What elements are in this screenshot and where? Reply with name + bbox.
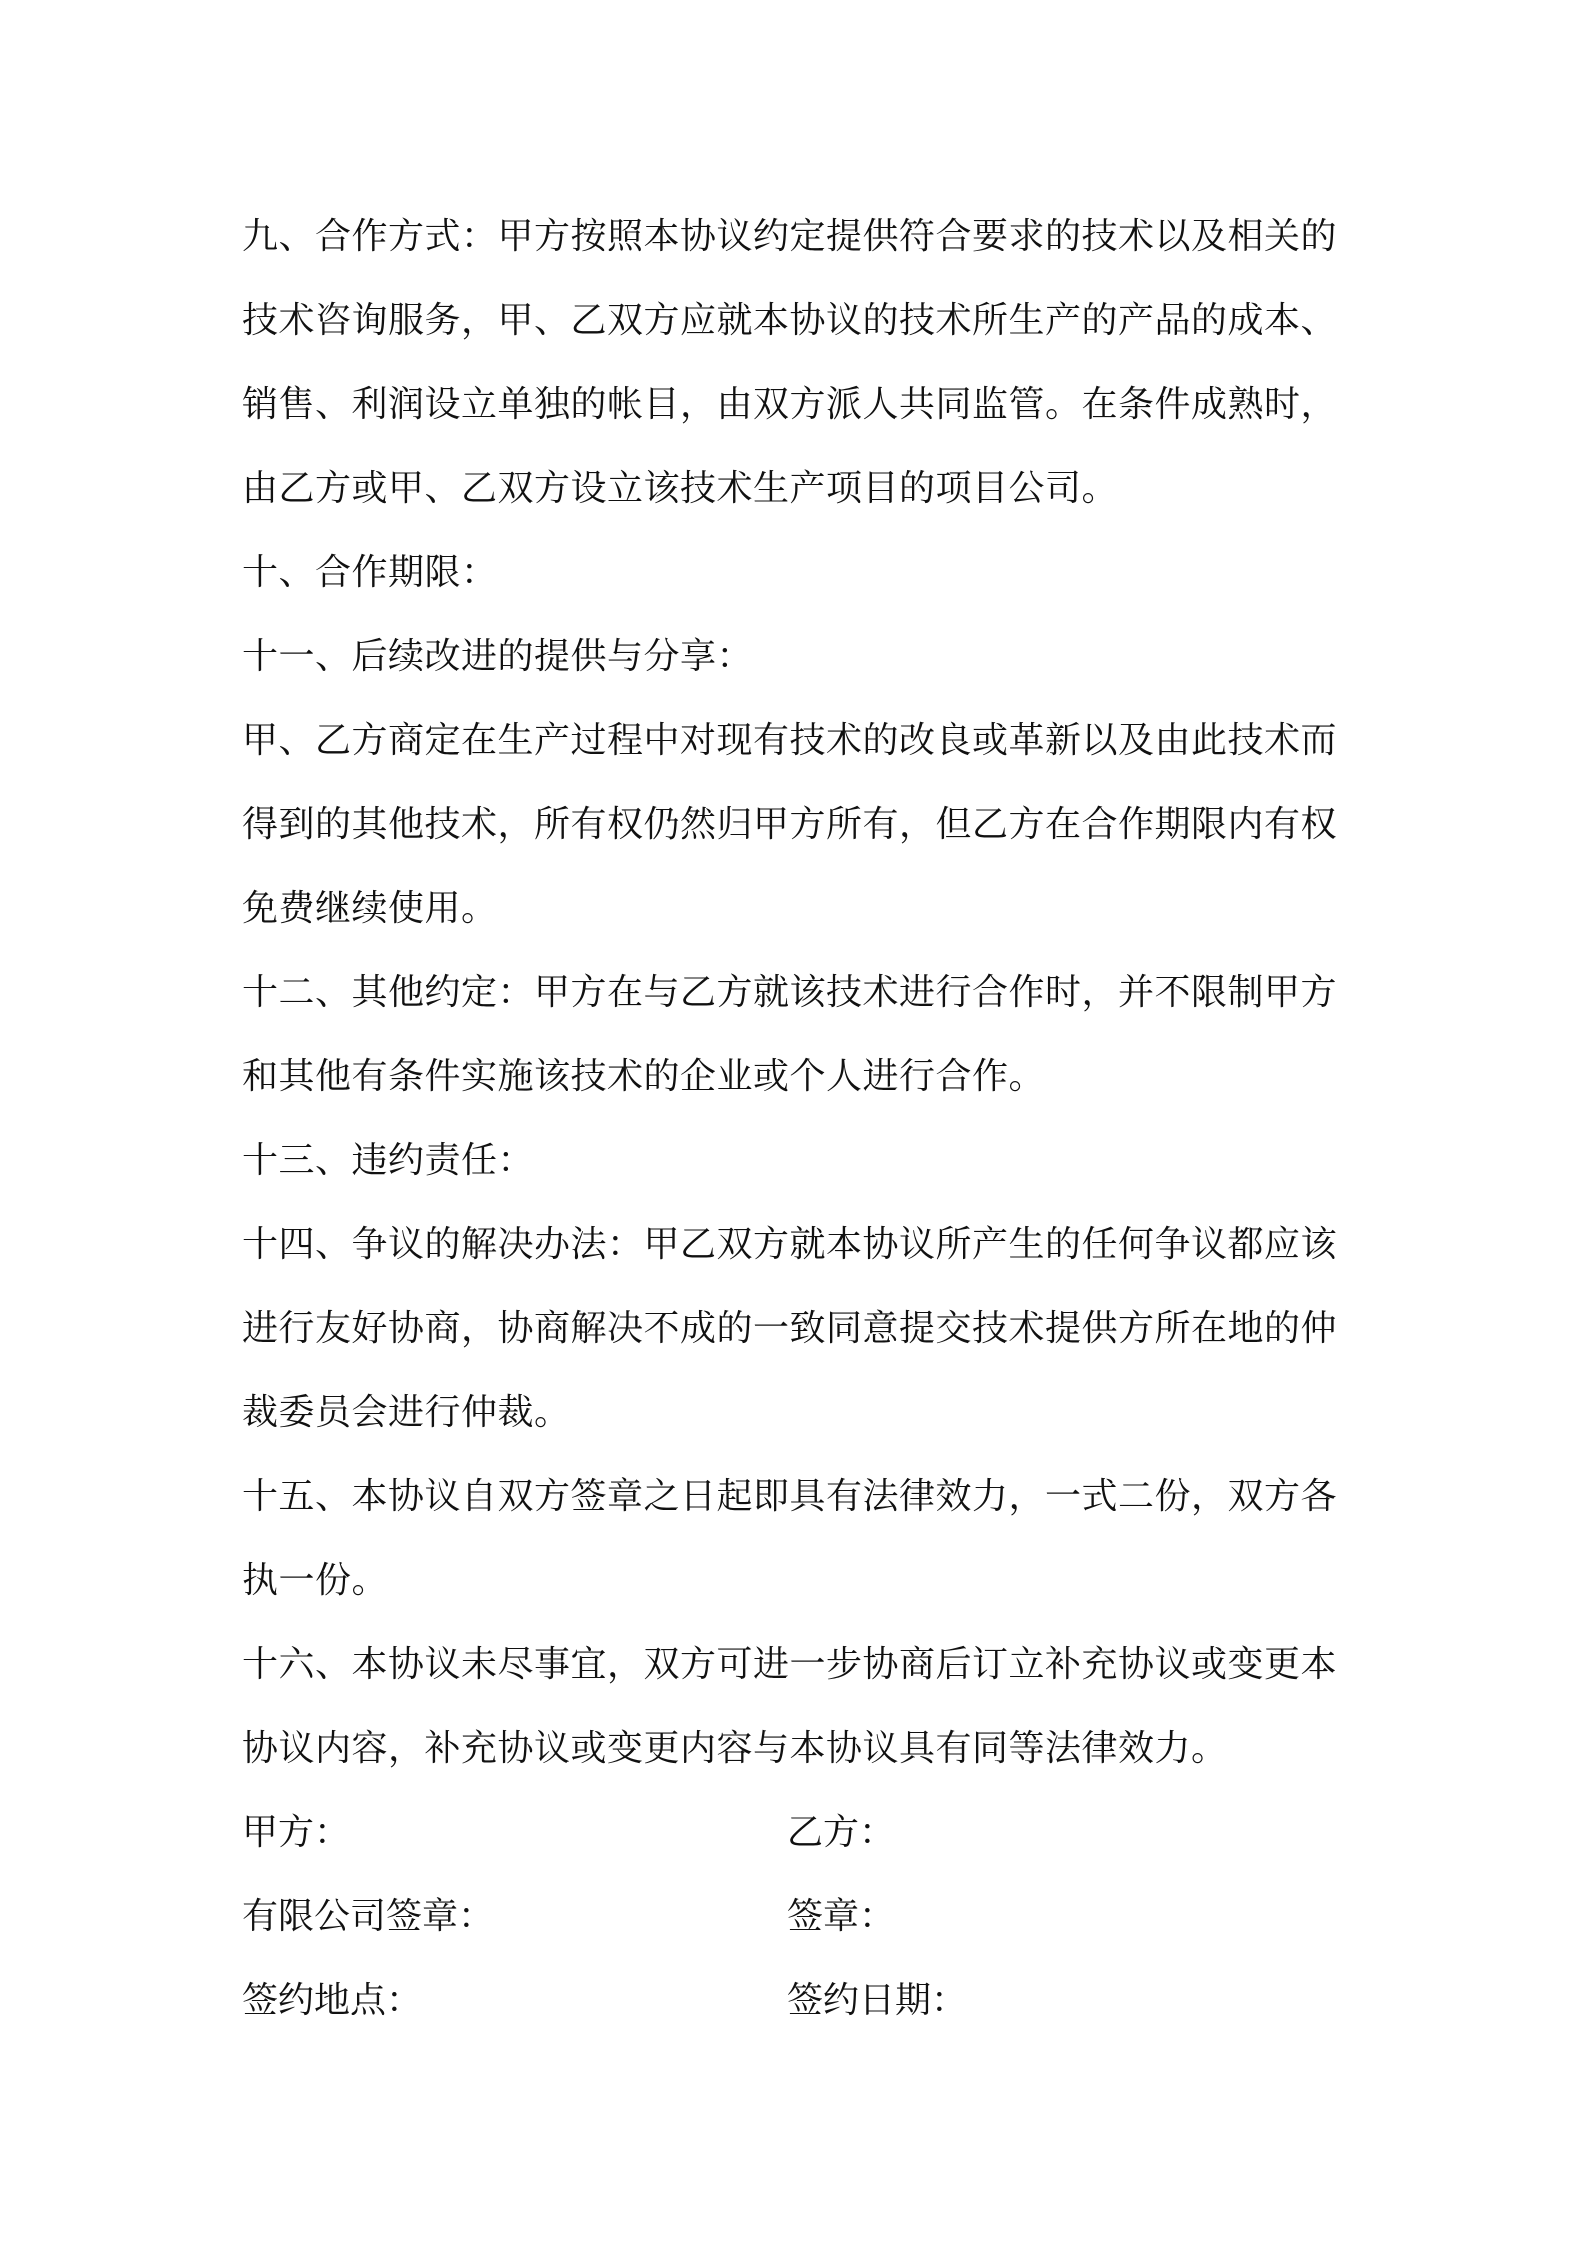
clause-13-line-1: 十三、违约责任： [242,1140,535,1181]
clause-9-line-2: 技术咨询服务，甲、乙双方应就本协议的技术所生产的产品的成本、 [242,300,1338,341]
clause-11-line-2: 甲、乙方商定在生产过程中对现有技术的改良或革新以及由此技术而 [242,720,1338,761]
signing-date-label: 签约日期： [787,1980,968,2021]
clause-9 [242,195,1352,531]
clause-13 [242,1119,1352,1203]
company-seal-label: 有限公司签章： [242,1896,495,1937]
clause-9-line-1: 九、合作方式：甲方按照本协议约定提供符合要求的技术以及相关的 [242,216,1338,257]
clause-9-line-3: 销售、利润设立单独的帐目，由双方派人共同监管。在条件成熟时， [242,384,1338,425]
clause-11-line-4: 免费继续使用。 [242,888,498,929]
clause-14 [242,1203,1352,1455]
party-a-label: 甲方： [242,1812,351,1853]
clause-15 [242,1455,1352,1623]
clause-11 [242,615,1352,951]
clause-11-line-3: 得到的其他技术，所有权仍然归甲方所有，但乙方在合作期限内有权 [242,804,1338,845]
clause-12-line-2: 和其他有条件实施该技术的企业或个人进行合作。 [242,1056,1046,1097]
seal-label: 签章： [787,1896,896,1937]
signature-row-seals [242,1875,1352,1959]
clause-15-line-2: 执一份。 [242,1560,389,1601]
clause-14-line-3: 裁委员会进行仲裁。 [242,1392,571,1433]
signing-place-label: 签约地点： [242,1980,423,2021]
party-b-label: 乙方： [787,1812,896,1853]
signature-row-place-date [242,1959,1352,2043]
signature-block [242,1791,1352,2043]
clause-12 [242,951,1352,1119]
clause-14-line-2: 进行友好协商，协商解决不成的一致同意提交技术提供方所在地的仲 [242,1308,1338,1349]
clause-16-line-2: 协议内容，补充协议或变更内容与本协议具有同等法律效力。 [242,1728,1228,1769]
signature-row-parties [242,1791,1352,1875]
clause-14-line-1: 十四、争议的解决办法：甲乙双方就本协议所产生的任何争议都应该 [242,1224,1338,1265]
clause-16-line-1: 十六、本协议未尽事宜，双方可进一步协商后订立补充协议或变更本 [242,1644,1338,1685]
clause-15-line-1: 十五、本协议自双方签章之日起即具有法律效力，一式二份，双方各 [242,1476,1338,1517]
clause-9-line-4: 由乙方或甲、乙双方设立该技术生产项目的项目公司。 [242,468,1119,509]
clause-11-line-1: 十一、后续改进的提供与分享： [242,636,754,677]
clause-16 [242,1623,1352,1791]
document-body [242,195,1352,2043]
clause-12-line-1: 十二、其他约定：甲方在与乙方就该技术进行合作时，并不限制甲方 [242,972,1338,1013]
clause-10-line-1: 十、合作期限： [242,552,498,593]
clause-10 [242,531,1352,615]
